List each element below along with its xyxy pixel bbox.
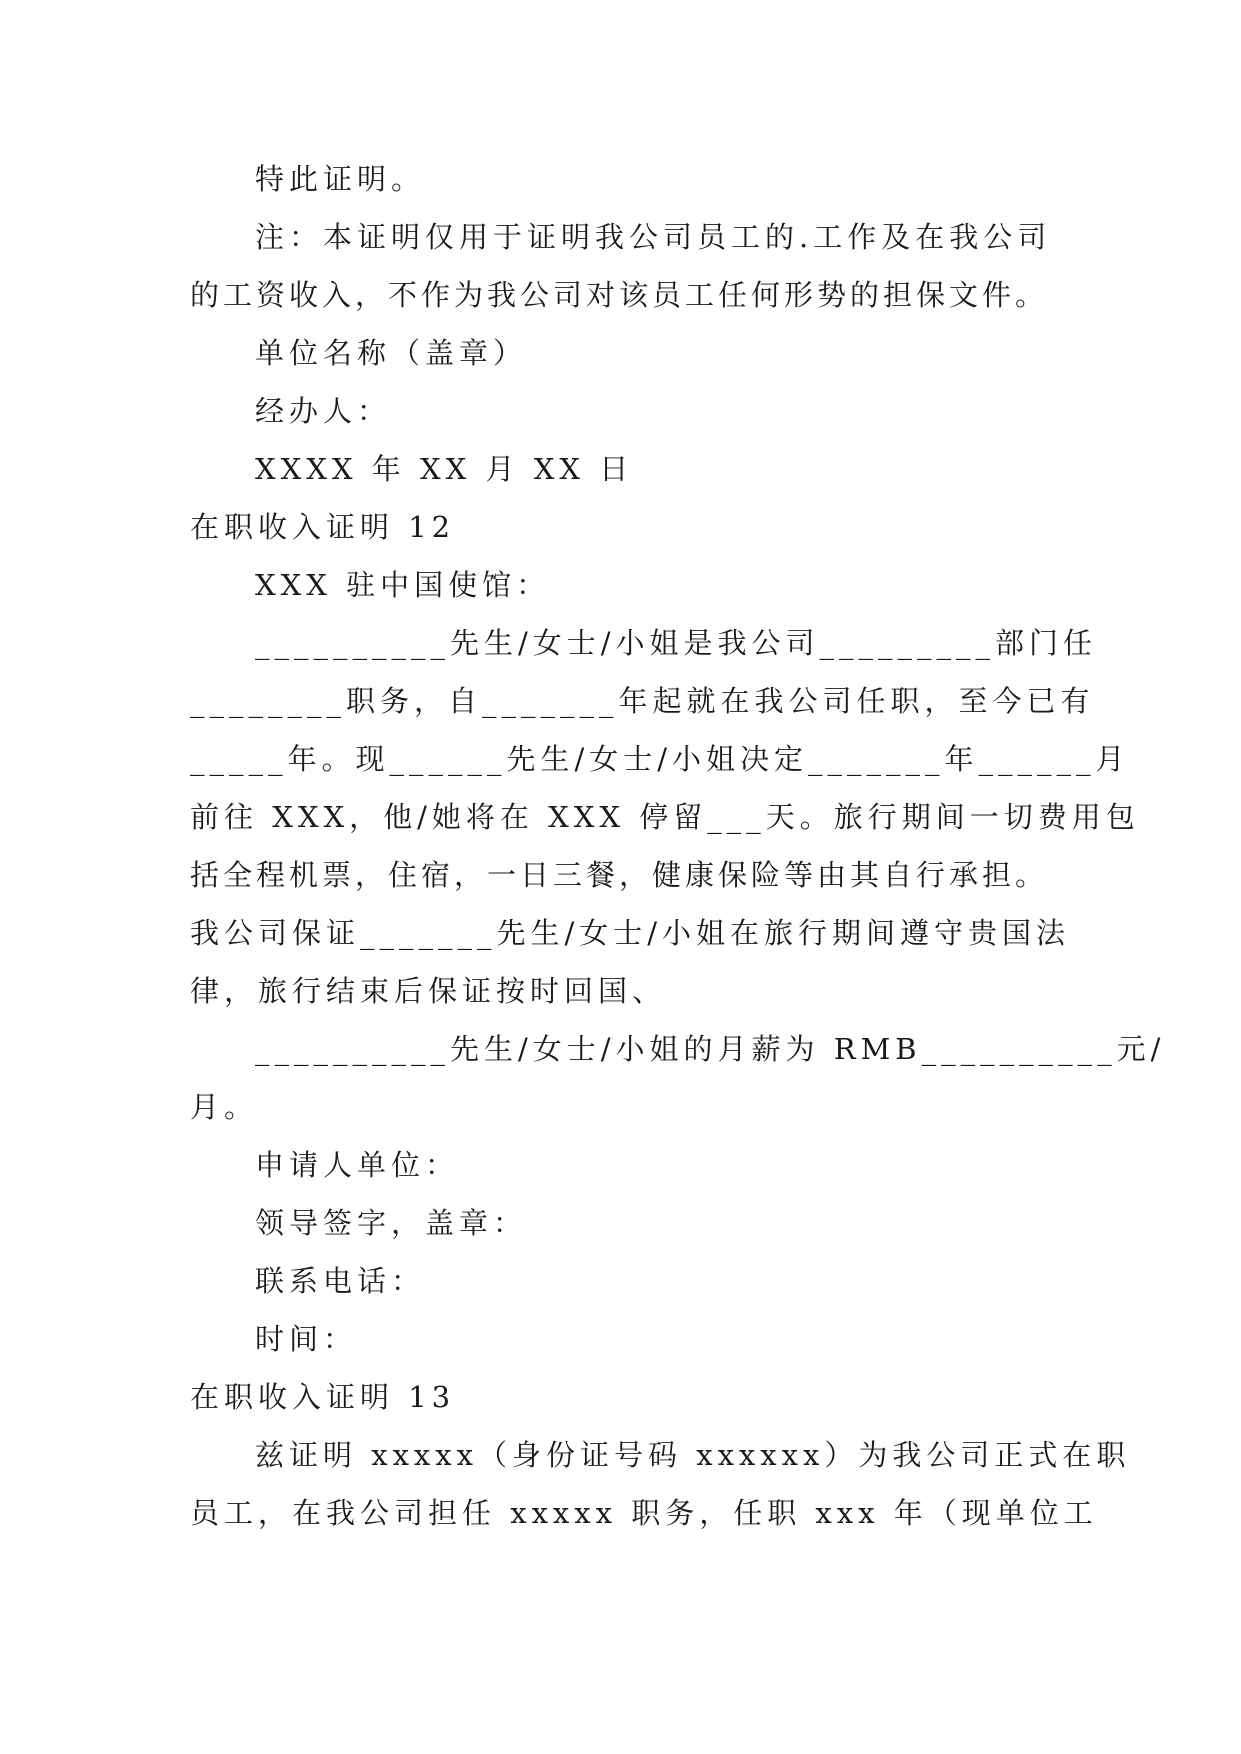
date-line: XXXX 年 XX 月 XX 日 — [255, 452, 634, 486]
body-line: _____年。现______先生/女士/小姐决定_______年______月 — [190, 742, 1130, 776]
body-line: 前往 XXX，他/她将在 XXX 停留___天。旅行期间一切费用包 — [190, 800, 1140, 834]
salary-line: __________先生/女士/小姐的月薪为 RMB__________元/ — [255, 1032, 1166, 1066]
embassy-salutation: XXX 驻中国使馆： — [255, 568, 551, 602]
body-line: 括全程机票，住宿，一日三餐，健康保险等由其自行承担。 — [190, 858, 1049, 892]
company-name-label: 单位名称（盖章） — [255, 336, 528, 370]
closing-statement: 特此证明。 — [255, 162, 426, 196]
leader-signature-label: 领导签字，盖章： — [255, 1206, 528, 1240]
certificate-body-line: 兹证明 xxxxx（身份证号码 xxxxxx）为我公司正式在职 — [255, 1438, 1131, 1472]
salary-line-continued: 月。 — [190, 1090, 259, 1124]
section-heading-13: 在职收入证明 13 — [190, 1380, 456, 1414]
body-line: 我公司保证_______先生/女士/小姐在旅行期间遵守贵国法 — [190, 916, 1071, 950]
handler-label: 经办人： — [255, 394, 392, 428]
note-line: 注：本证明仅用于证明我公司员工的.工作及在我公司 — [255, 220, 1052, 254]
body-line: __________先生/女士/小姐是我公司_________部门任 — [255, 626, 1098, 660]
section-heading-12: 在职收入证明 12 — [190, 510, 456, 544]
applicant-company-label: 申请人单位： — [255, 1148, 460, 1182]
body-line: 律，旅行结束后保证按时回国、 — [190, 974, 667, 1008]
document-page — [190, 150, 1166, 1542]
time-label: 时间： — [255, 1322, 358, 1356]
contact-phone-label: 联系电话： — [255, 1264, 426, 1298]
note-line-continued: 的工资收入，不作为我公司对该员工任何形势的担保文件。 — [190, 278, 1049, 312]
body-line: ________职务，自_______年起就在我公司任职，至今已有 — [190, 684, 1095, 718]
certificate-body-line: 员工，在我公司担任 xxxxx 职务，任职 xxx 年（现单位工 — [190, 1496, 1098, 1530]
